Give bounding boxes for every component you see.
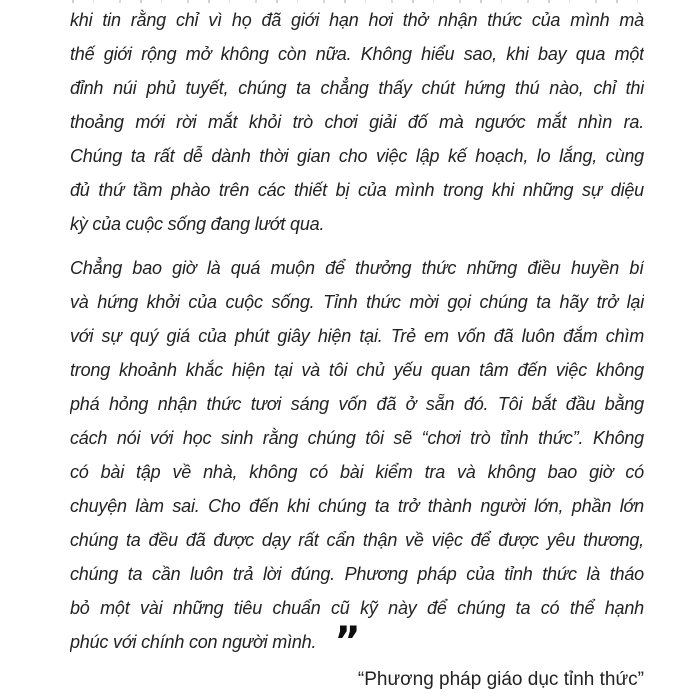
body-line: cách nói với học sinh rằng chúng tôi sẽ “chơi trò tỉnh thức”. Không — [70, 428, 644, 448]
body-line-final-text: phúc với chính con người mình. — [70, 632, 317, 652]
paragraph-2 — [70, 251, 644, 659]
body-line-final: phúc với chính con người mình. ” — [70, 625, 359, 659]
body-line: Chẳng bao giờ là quá muộn để thưởng thức những điều huyền bí — [70, 258, 644, 278]
body-line: thế giới rộng mở không còn nữa. Không hiểu sao, khi bay qua một — [70, 44, 644, 64]
body-line: phá hỏng nhận thức tươi sáng vốn đã ở sẵn đó. Tôi bắt đầu bằng — [70, 394, 644, 414]
body-line: với sự quý giá của phút giây hiện tại. Trẻ em vốn đã luôn đắm chìm — [70, 326, 644, 346]
body-line: Chúng ta rất dễ dành thời gian cho việc lập kế hoạch, lo lắng, cùng — [70, 146, 644, 166]
body-line: kỳ của cuộc sống đang lướt qua. — [70, 214, 325, 234]
paragraph-1 — [70, 3, 644, 241]
body-line: khi tin rằng chỉ vì họ đã giới hạn hơi thở nhận thức của mình mà — [70, 10, 644, 30]
body-line: bỏ một vài những tiêu chuẩn cũ kỹ này để chúng ta có thể hạnh — [70, 598, 644, 618]
cropped-top-line-remnant — [72, 0, 640, 3]
body-line: có bài tập về nhà, không có bài kiểm tra và không bao giờ có — [70, 462, 644, 482]
body-line: chúng ta đều đã được dạy rất cẩn thận về việc để được yêu thương, — [70, 530, 644, 550]
body-line: trong khoảnh khắc hiện tại và tôi chủ yếu quan tâm đến việc không — [70, 360, 644, 380]
body-line: đỉnh núi phủ tuyết, chúng ta chẳng thấy chút hứng thú nào, chỉ thi — [70, 78, 644, 98]
body-line: thoảng mới rời mắt khỏi trò chơi giải đố mà ngước mắt nhìn ra. — [70, 112, 644, 132]
citation-source: “Phương pháp giáo dục tỉnh thức” — [357, 669, 644, 690]
body-line: chúng ta cần luôn trả lời đúng. Phương pháp của tỉnh thức là tháo — [70, 564, 644, 584]
body-text — [70, 3, 644, 659]
body-line: và hứng khởi của cuộc sống. Tỉnh thức mời gọi chúng ta hãy trở lại — [70, 292, 644, 312]
body-line: đủ thứ tầm phào trên các thiết bị của mình trong khi những sự diệu — [70, 180, 644, 200]
body-line: chuyện làm sai. Cho đến khi chúng ta trở thành người lớn, phần lớn — [70, 496, 644, 516]
